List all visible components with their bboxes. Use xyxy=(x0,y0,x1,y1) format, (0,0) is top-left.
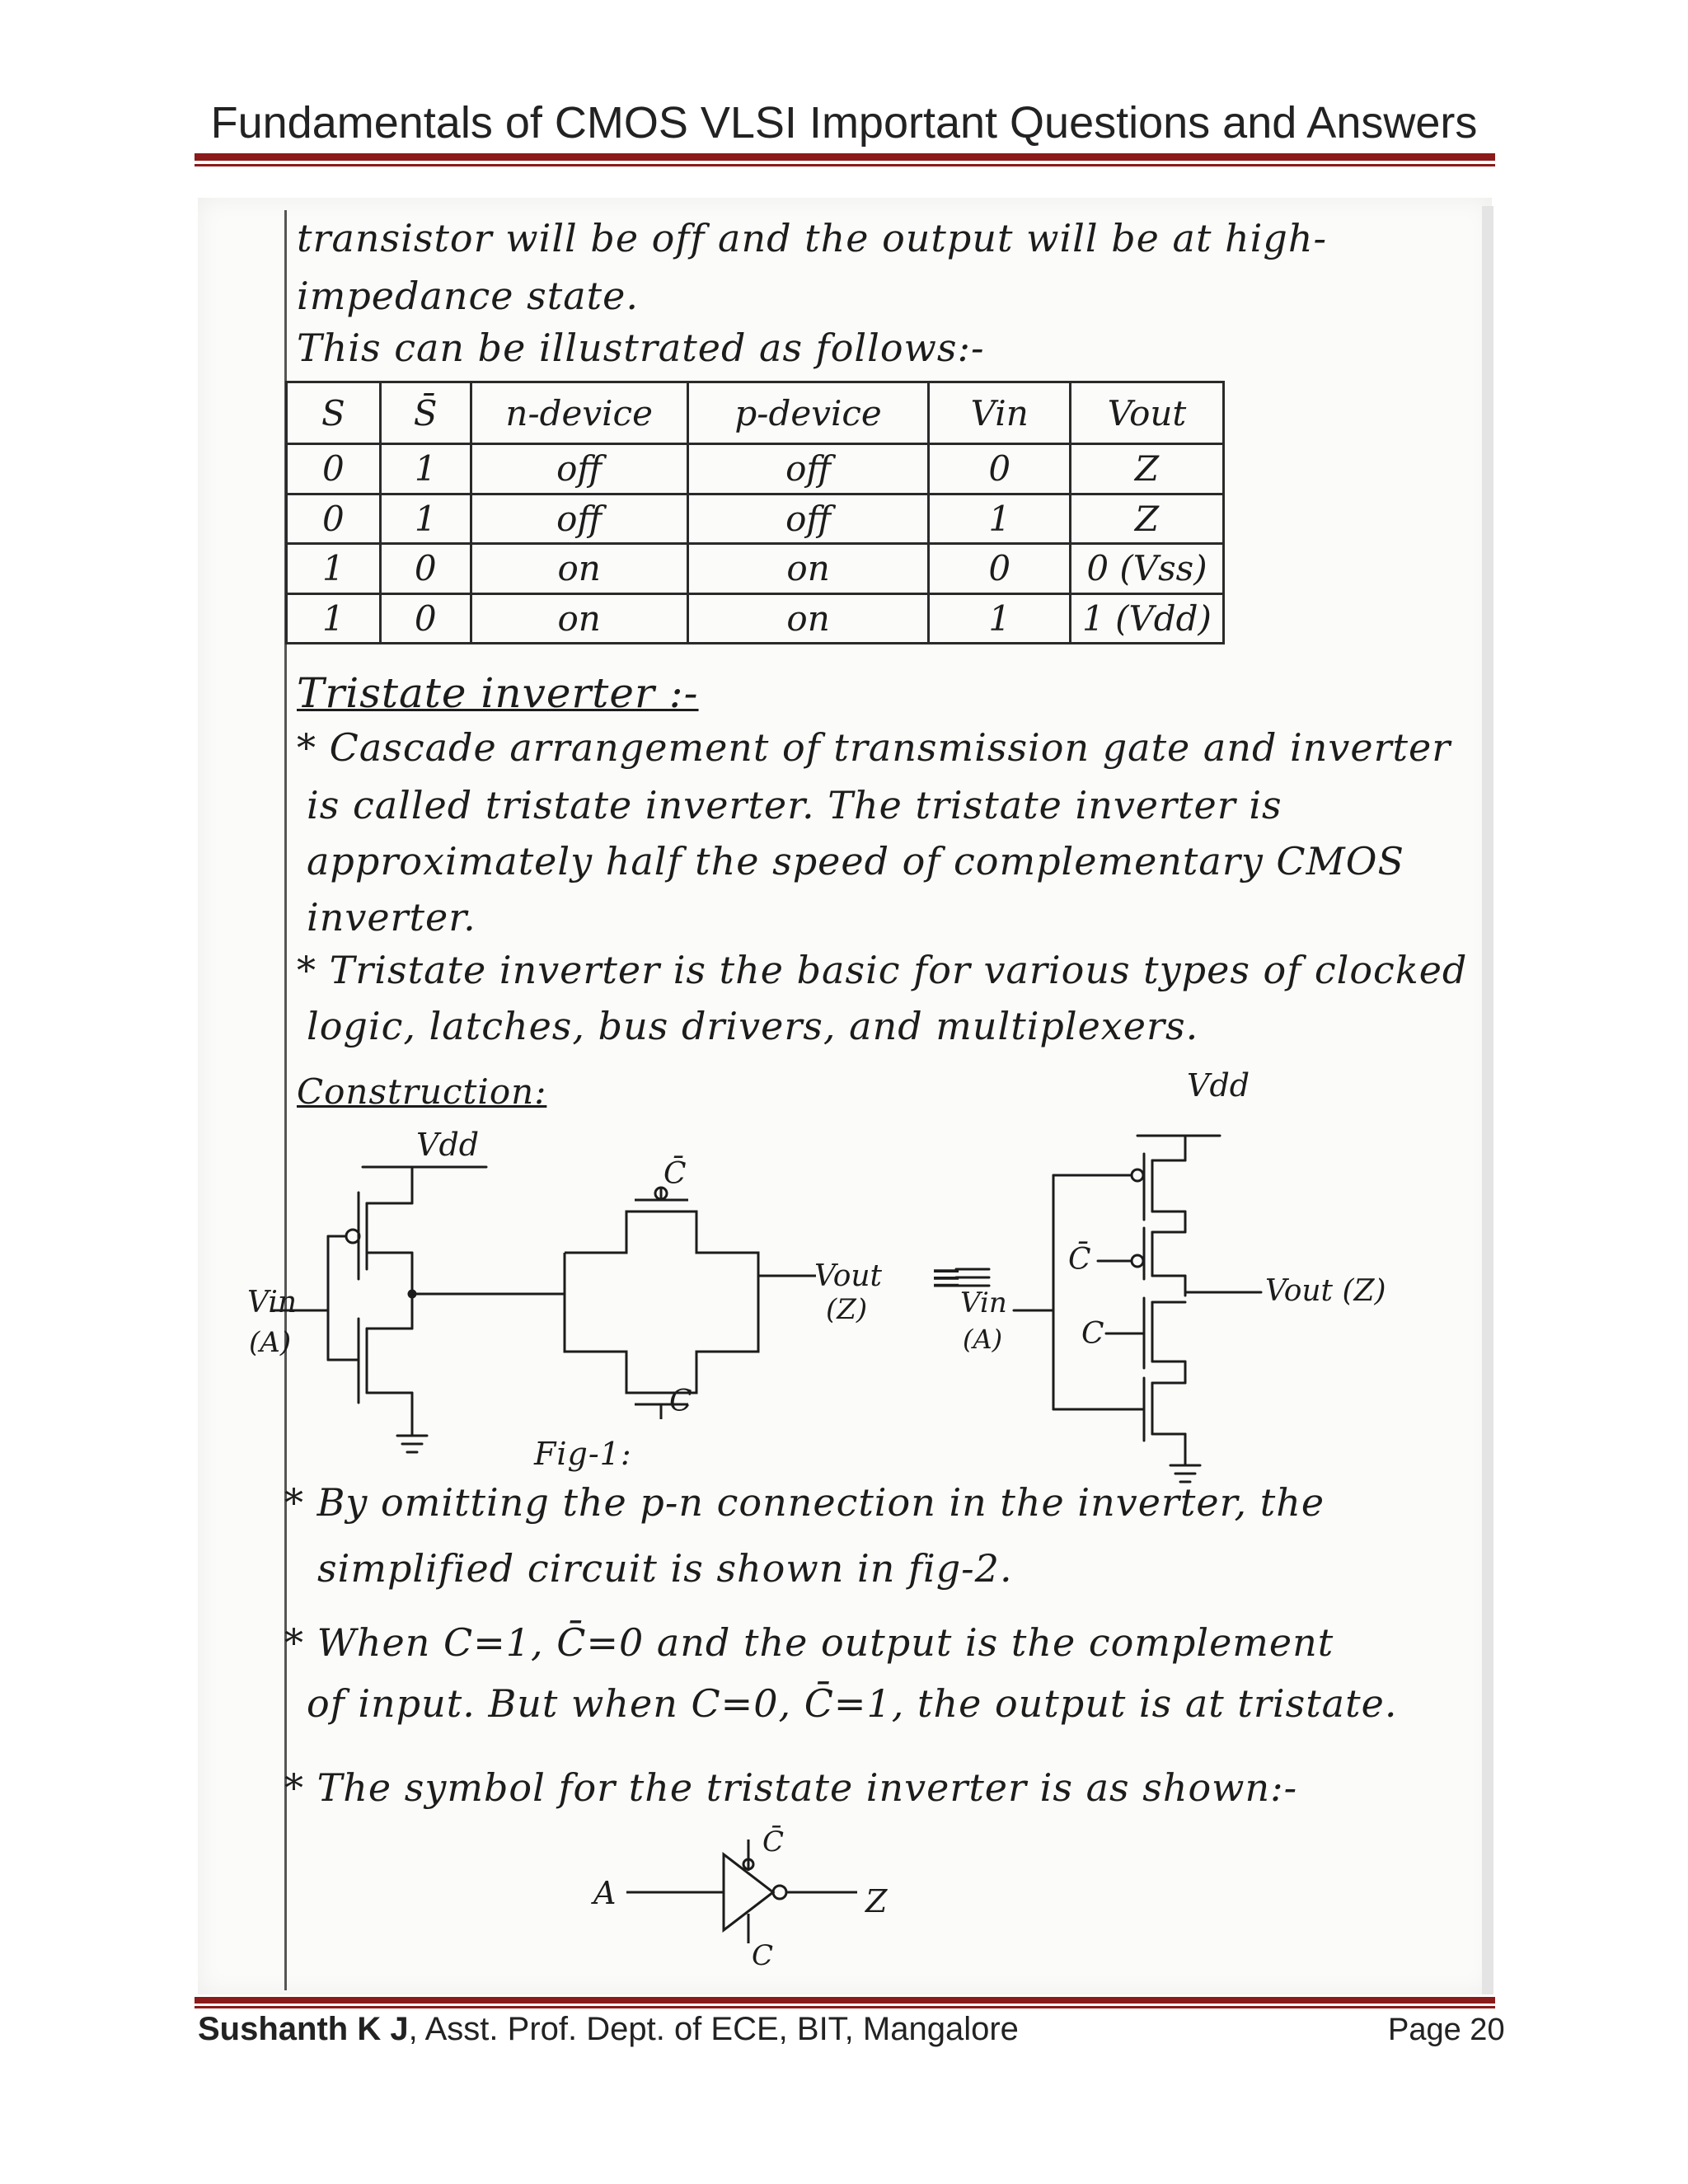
table-header: Vout xyxy=(1070,382,1223,444)
footer-author: Sushanth K J xyxy=(198,2011,409,2047)
note-line: simplified circuit is shown in fig-2. xyxy=(317,1546,1013,1591)
note-line: logic, latches, bus drivers, and multiplexers. xyxy=(307,1004,1199,1048)
c-label: C xyxy=(1081,1317,1104,1351)
symbol-input-label: A xyxy=(593,1875,617,1911)
table-cell: Z xyxy=(1070,494,1223,544)
section-heading: Construction: xyxy=(297,1071,547,1112)
cmos-inverter-left xyxy=(272,1167,565,1452)
note-line: * By omitting the p-n connection in the inverter, the xyxy=(284,1480,1325,1525)
note-line: is called tristate inverter. The tristate inverter is xyxy=(307,783,1282,827)
tristate-symbol xyxy=(626,1840,857,1943)
table-cell: on xyxy=(687,544,929,594)
table-cell: off xyxy=(471,444,687,494)
table-cell: on xyxy=(471,544,687,594)
symbol-cbar-label: C̄ xyxy=(762,1825,785,1858)
note-line: * Tristate inverter is the basic for various types of clocked xyxy=(297,948,1468,992)
figure-caption: Fig-1: xyxy=(534,1436,632,1472)
vout-label: Vout (Z) xyxy=(1265,1274,1386,1308)
note-line: This can be illustrated as follows:- xyxy=(297,326,985,370)
table-cell: 0 xyxy=(380,544,471,594)
table-cell: 0 xyxy=(287,494,381,544)
footer-rule-thin xyxy=(195,2006,1495,2008)
table-cell: 0 xyxy=(929,444,1071,494)
table-cell: 0 xyxy=(380,593,471,644)
vin-label: Vin xyxy=(960,1286,1007,1319)
z-label: (Z) xyxy=(826,1293,868,1326)
note-line: * Cascade arrangement of transmission gate and inverter xyxy=(297,725,1451,770)
input-a-label: (A) xyxy=(249,1326,292,1359)
table-cell: 0 xyxy=(287,444,381,494)
table-cell: on xyxy=(471,593,687,644)
symbol-c-label: C xyxy=(752,1939,774,1972)
table-header: Vin xyxy=(929,382,1071,444)
note-line: * The symbol for the tristate inverter is as shown:- xyxy=(284,1765,1298,1810)
table-cell: Z xyxy=(1070,444,1223,494)
c-label: C xyxy=(669,1385,692,1418)
vdd-label: Vdd xyxy=(416,1127,480,1163)
table-header: n-device xyxy=(471,382,687,444)
table-header: S xyxy=(287,382,381,444)
table-cell: 1 xyxy=(287,593,381,644)
footer-credit xyxy=(198,2011,1019,2048)
footer-affiliation: , Asst. Prof. Dept. of ECE, BIT, Mangalore xyxy=(408,2011,1019,2047)
table-header: S̄ xyxy=(380,382,471,444)
table-cell: off xyxy=(687,494,929,544)
table-cell: 1 xyxy=(380,444,471,494)
table-cell: off xyxy=(471,494,687,544)
cbar-label: C̄ xyxy=(663,1157,687,1191)
note-line: transistor will be off and the output will be at high- xyxy=(297,216,1327,260)
table-cell: 1 xyxy=(380,494,471,544)
note-line: * When C=1, C̄=0 and the output is the complement xyxy=(284,1620,1334,1665)
page-number: Page 20 xyxy=(1388,2013,1505,2047)
cbar-label: C̄ xyxy=(1068,1243,1091,1277)
page-title: Fundamentals of CMOS VLSI Important Questions and Answers xyxy=(210,98,1478,148)
note-line: approximately half the speed of complementary CMOS xyxy=(307,839,1404,883)
vout-label: Vout xyxy=(814,1259,883,1293)
table-cell: 0 (Vss) xyxy=(1070,544,1223,594)
table-header: p-device xyxy=(687,382,929,444)
note-line: of input. But when C=0, C̄=1, the output is at tristate. xyxy=(307,1681,1398,1726)
vdd-label: Vdd xyxy=(1187,1067,1250,1104)
note-line: impedance state. xyxy=(297,274,639,318)
table-cell: 0 xyxy=(929,544,1071,594)
note-line: inverter. xyxy=(307,895,476,940)
footer-rule xyxy=(195,1997,1495,2004)
equivalence-sign: ≡ xyxy=(930,1254,964,1301)
symbol-output-label: Z xyxy=(865,1883,888,1919)
table-cell: off xyxy=(687,444,929,494)
table-cell: 1 (Vdd) xyxy=(1070,593,1223,644)
table-cell: 1 xyxy=(929,494,1071,544)
vin-label: Vin xyxy=(247,1286,298,1319)
table-cell: 1 xyxy=(929,593,1071,644)
table-cell: on xyxy=(687,593,929,644)
table-cell: 1 xyxy=(287,544,381,594)
input-a-label: (A) xyxy=(963,1324,1003,1355)
section-heading: Tristate inverter :- xyxy=(297,669,699,717)
